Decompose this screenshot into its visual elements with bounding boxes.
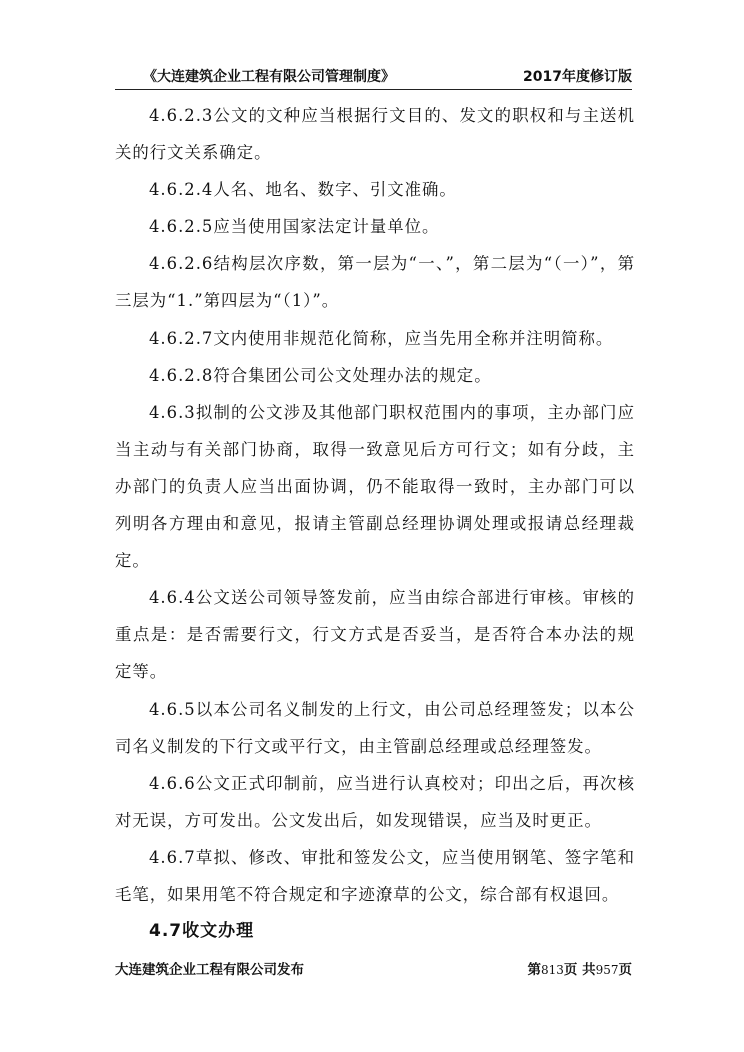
page-total: 957	[595, 963, 619, 977]
page-prefix: 第	[527, 962, 541, 978]
page-footer	[115, 958, 632, 980]
page-header	[115, 64, 632, 88]
document-body	[115, 97, 635, 950]
paragraph-4-6-2-4: 4.6.2.4人名、地名、数字、引文准确。	[149, 180, 457, 200]
document-title: 《大连建筑企业工程有限公司管理制度》	[143, 69, 395, 85]
paragraph-4-6-7: 4.6.7草拟、修改、审批和签发公文，应当使用钢笔、签字笔和毛笔，如果用笔不符合规定和字迹潦草的公文，综合部有权退回。	[115, 847, 635, 904]
paragraph-4-6-3: 4.6.3拟制的公文涉及其他部门职权范围内的事项，主办部门应当主动与有关部门协商，取得一致意见后方可行文；如有分歧，主办部门的负责人应当出面协调，仍不能取得一致时，主办部门可以列明各方理由和意见，报请主管副总经理协调处理或报请总经理裁定。	[115, 402, 635, 571]
paragraph-4-6-4: 4.6.4公文送公司领导签发前，应当由综合部进行审核。审核的重点是：是否需要行文，行文方式是否妥当，是否符合本办法的规定等。	[115, 588, 635, 682]
page-number	[527, 958, 632, 978]
paragraph-4-6-2-7: 4.6.2.7文内使用非规范化简称，应当先用全称并注明简称。	[149, 328, 614, 348]
paragraph-4-6-6: 4.6.6公文正式印制前，应当进行认真校对；印出之后，再次核对无误，方可发出。公文发出后，如发现错误，应当及时更正。	[115, 773, 635, 830]
page-current: 813	[540, 963, 564, 977]
page-mid: 页 共	[563, 962, 596, 978]
paragraph-4-6-2-8: 4.6.2.8符合集团公司公文处理办法的规定。	[149, 365, 492, 385]
section-heading: 4.7收文办理	[149, 921, 255, 942]
paragraph-4-6-5: 4.6.5以本公司名义制发的上行文，由公司总经理签发；以本公司名义制发的下行文或平行文，由主管副总经理或总经理签发。	[115, 699, 635, 756]
paragraph-4-6-2-6: 4.6.2.6结构层次序数，第一层为“一、”，第二层为“（一）”，第三层为“1.”第四层为“（1）”。	[115, 254, 635, 311]
paragraph-4-6-2-3: 4.6.2.3公文的文种应当根据行文目的、发文的职权和与主送机关的行文关系确定。	[115, 106, 635, 163]
header-divider	[115, 89, 632, 90]
paragraph-4-6-2-5: 4.6.2.5应当使用国家法定计量单位。	[149, 217, 440, 237]
publisher-text: 大连建筑企业工程有限公司发布	[115, 962, 304, 978]
document-version: 2017年度修订版	[523, 69, 632, 85]
page-suffix: 页	[618, 962, 632, 978]
